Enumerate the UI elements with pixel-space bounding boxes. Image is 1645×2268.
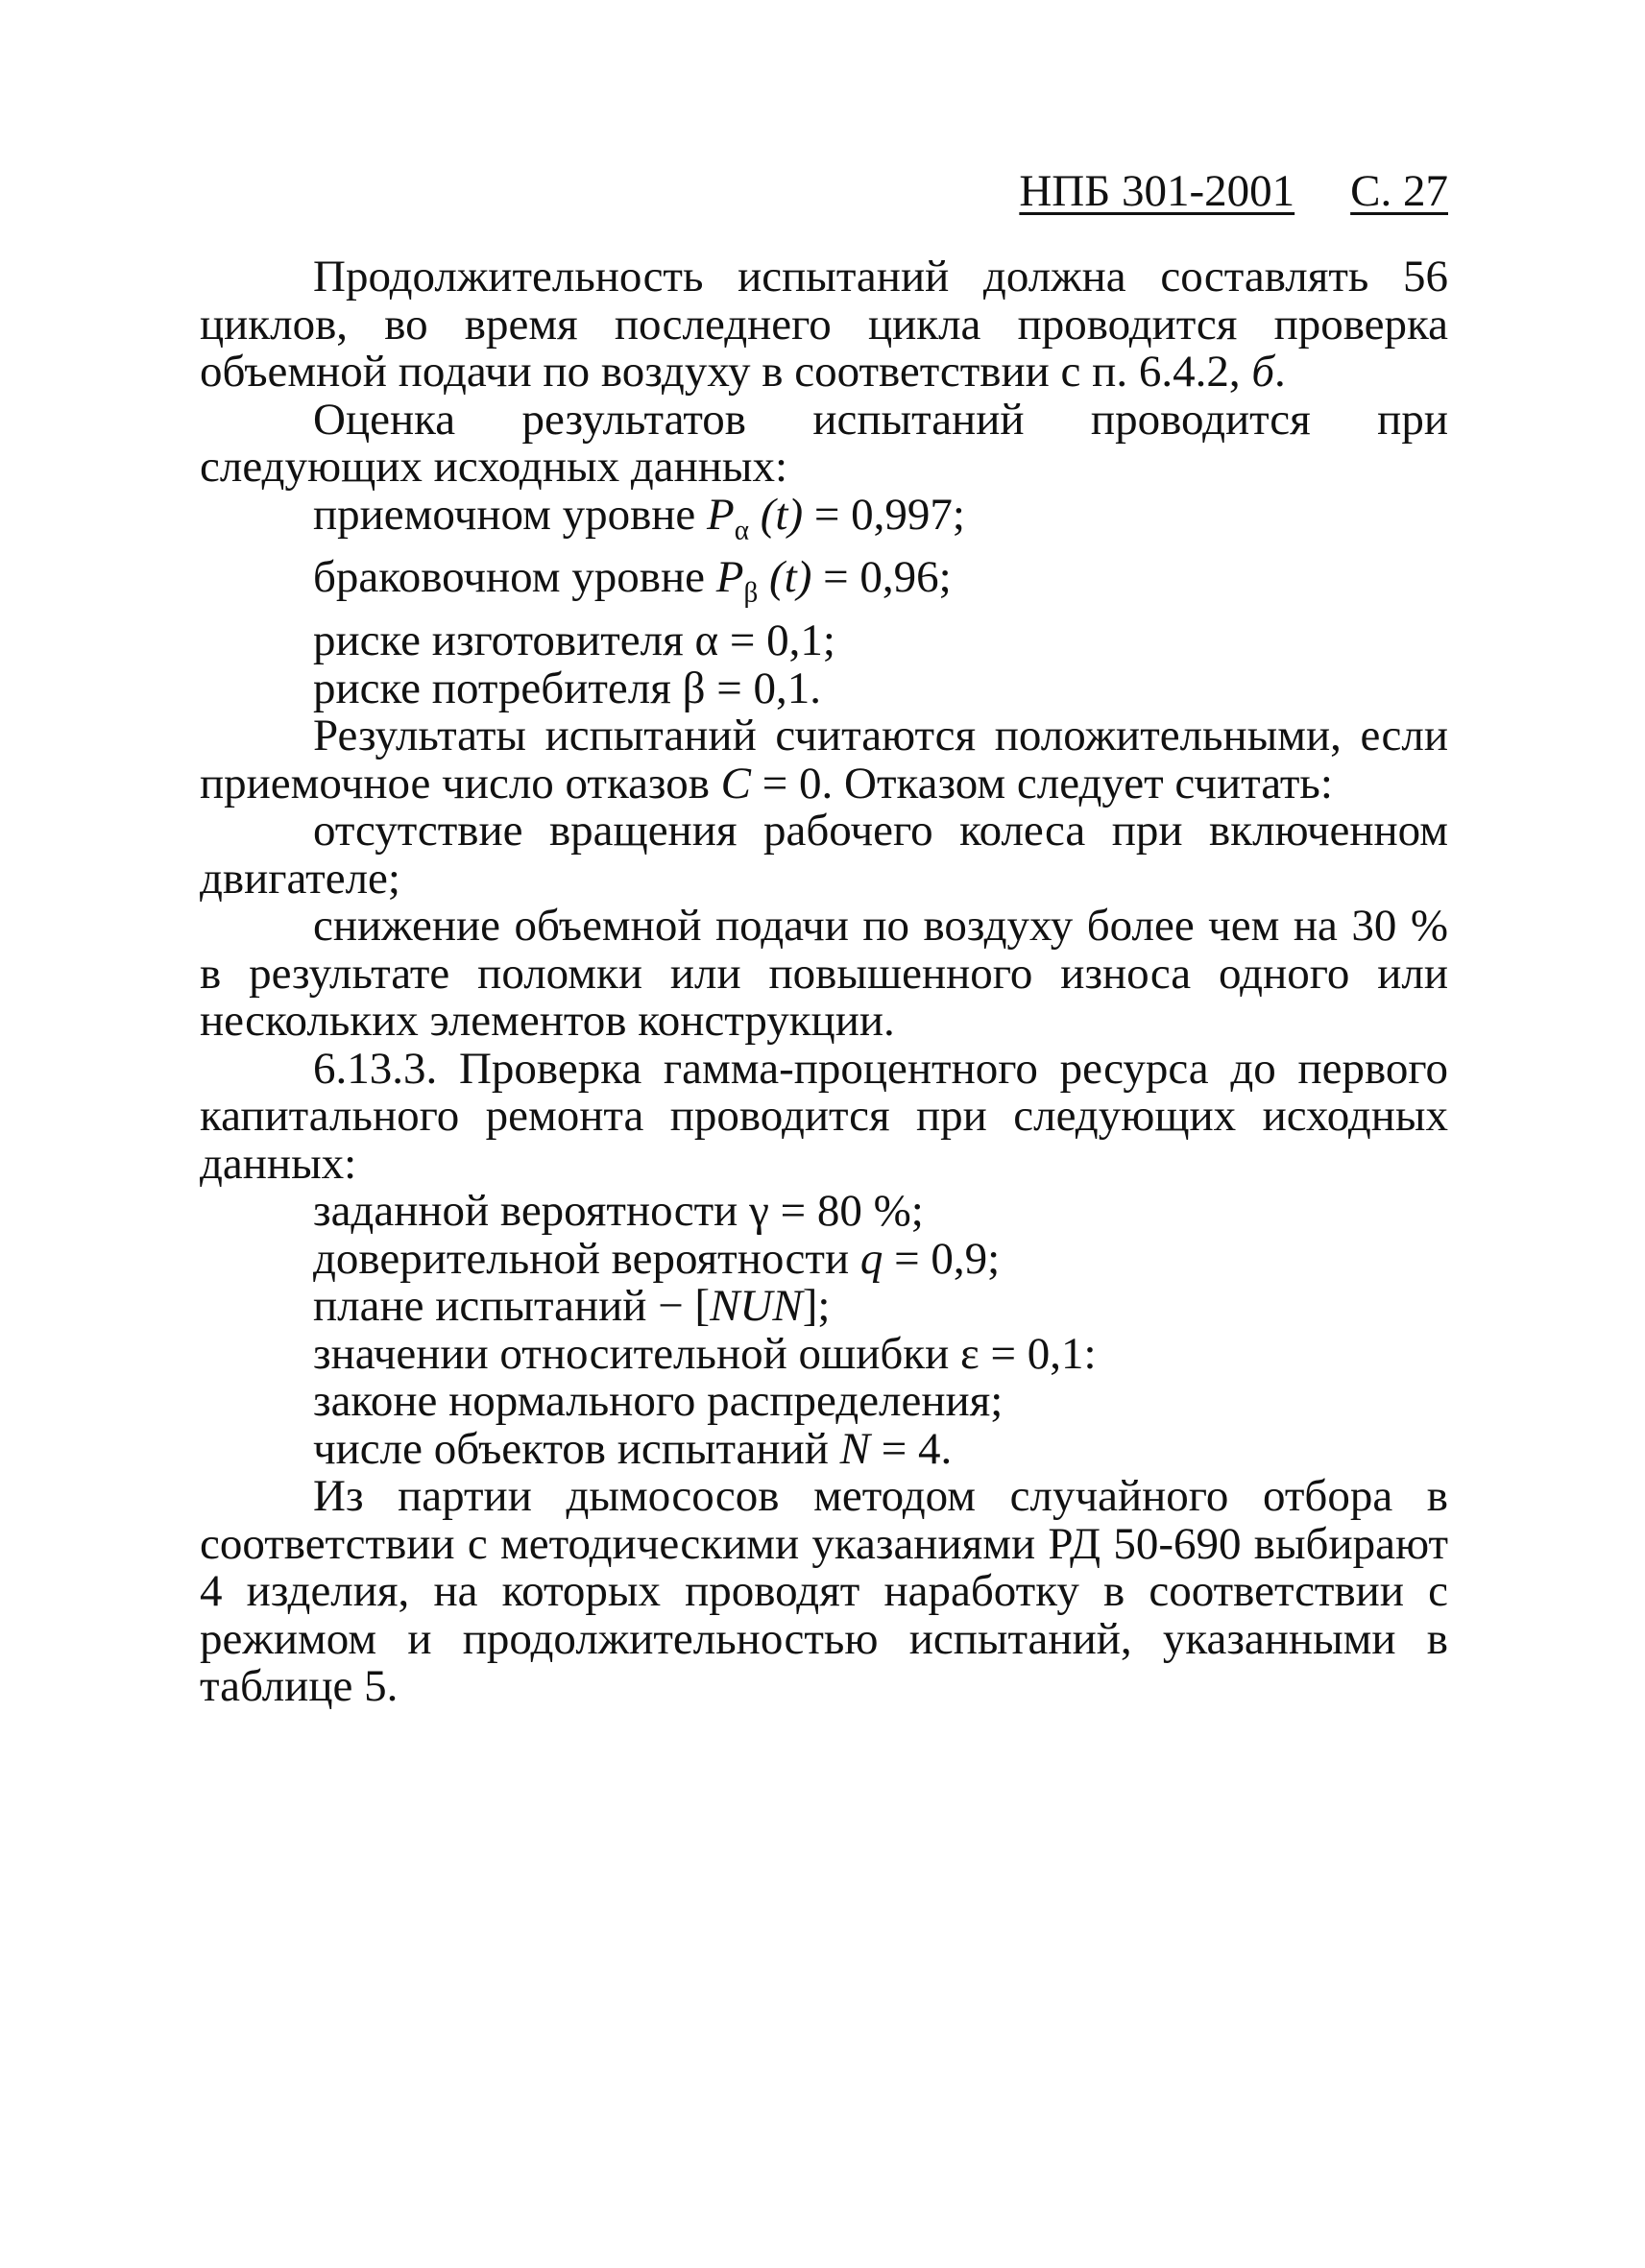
page-number: С. 27	[1350, 166, 1448, 216]
list-item-consumer-risk: риске потребителя β = 0,1.	[313, 663, 822, 713]
paragraph-test-duration: Продолжительность испытаний должна составлять 56 циклов, во время последнего цикла проводится проверка объемной подачи по воздуху в соответствии с п. 6.4.2, б.	[200, 252, 1448, 397]
list-item-probability: заданной вероятности γ = 80 %;	[313, 1186, 924, 1237]
list-item-object-count: числе объектов испытаний N = 4.	[313, 1423, 953, 1474]
page-header	[1019, 165, 1448, 217]
paragraph-section-6-13-3: 6.13.3. Проверка гамма-процентного ресурса до первого капитального ремонта проводится при следующих исходных данных:	[200, 1043, 1448, 1189]
list-item-relative-error: значении относительной ошибки ε = 0,1:	[313, 1328, 1097, 1379]
list-item-confidence: доверительной вероятности q = 0,9;	[313, 1233, 1001, 1284]
paragraph-failure-flow-reduction: снижение объемной подачи по воздуху более чем на 30 % в результате поломки или повышенного износа одного или нескольких элементов конструкции.	[200, 901, 1448, 1047]
list-item-producer-risk: риске изготовителя α = 0,1;	[313, 615, 835, 666]
list-item-test-plan: плане испытаний − [NUN];	[313, 1281, 831, 1332]
list-item-distribution-law: законе нормального распределения;	[313, 1376, 1004, 1427]
paragraph-sample-selection: Из партии дымососов методом случайного отбора в соответствии с методическими указаниями РД 50-690 выбирают 4 изделия, на которых проводят наработку в соответствии с режимом и продолжительностью испытаний, указанными в таблице 5.	[200, 1471, 1448, 1712]
paragraph-evaluation-intro: Оценка результатов испытаний проводится при следующих исходных данных:	[200, 394, 1448, 492]
document-body	[200, 253, 1448, 1711]
paragraph-failure-no-rotation: отсутствие вращения рабочего колеса при включенном двигателе;	[200, 806, 1448, 904]
list-item-rejection-level: браковочном уровне $P_\beta$ (t) = 0,96;	[313, 552, 952, 609]
document-code: НПБ 301-2001	[1019, 166, 1295, 216]
list-item-acceptance-level: приемочном уровне $P_\alpha$ (t) = 0,997;	[313, 489, 965, 545]
paragraph-results-criteria: Результаты испытаний считаются положительными, если приемочное число отказов C = 0. Отказом следует считать:	[200, 711, 1448, 808]
